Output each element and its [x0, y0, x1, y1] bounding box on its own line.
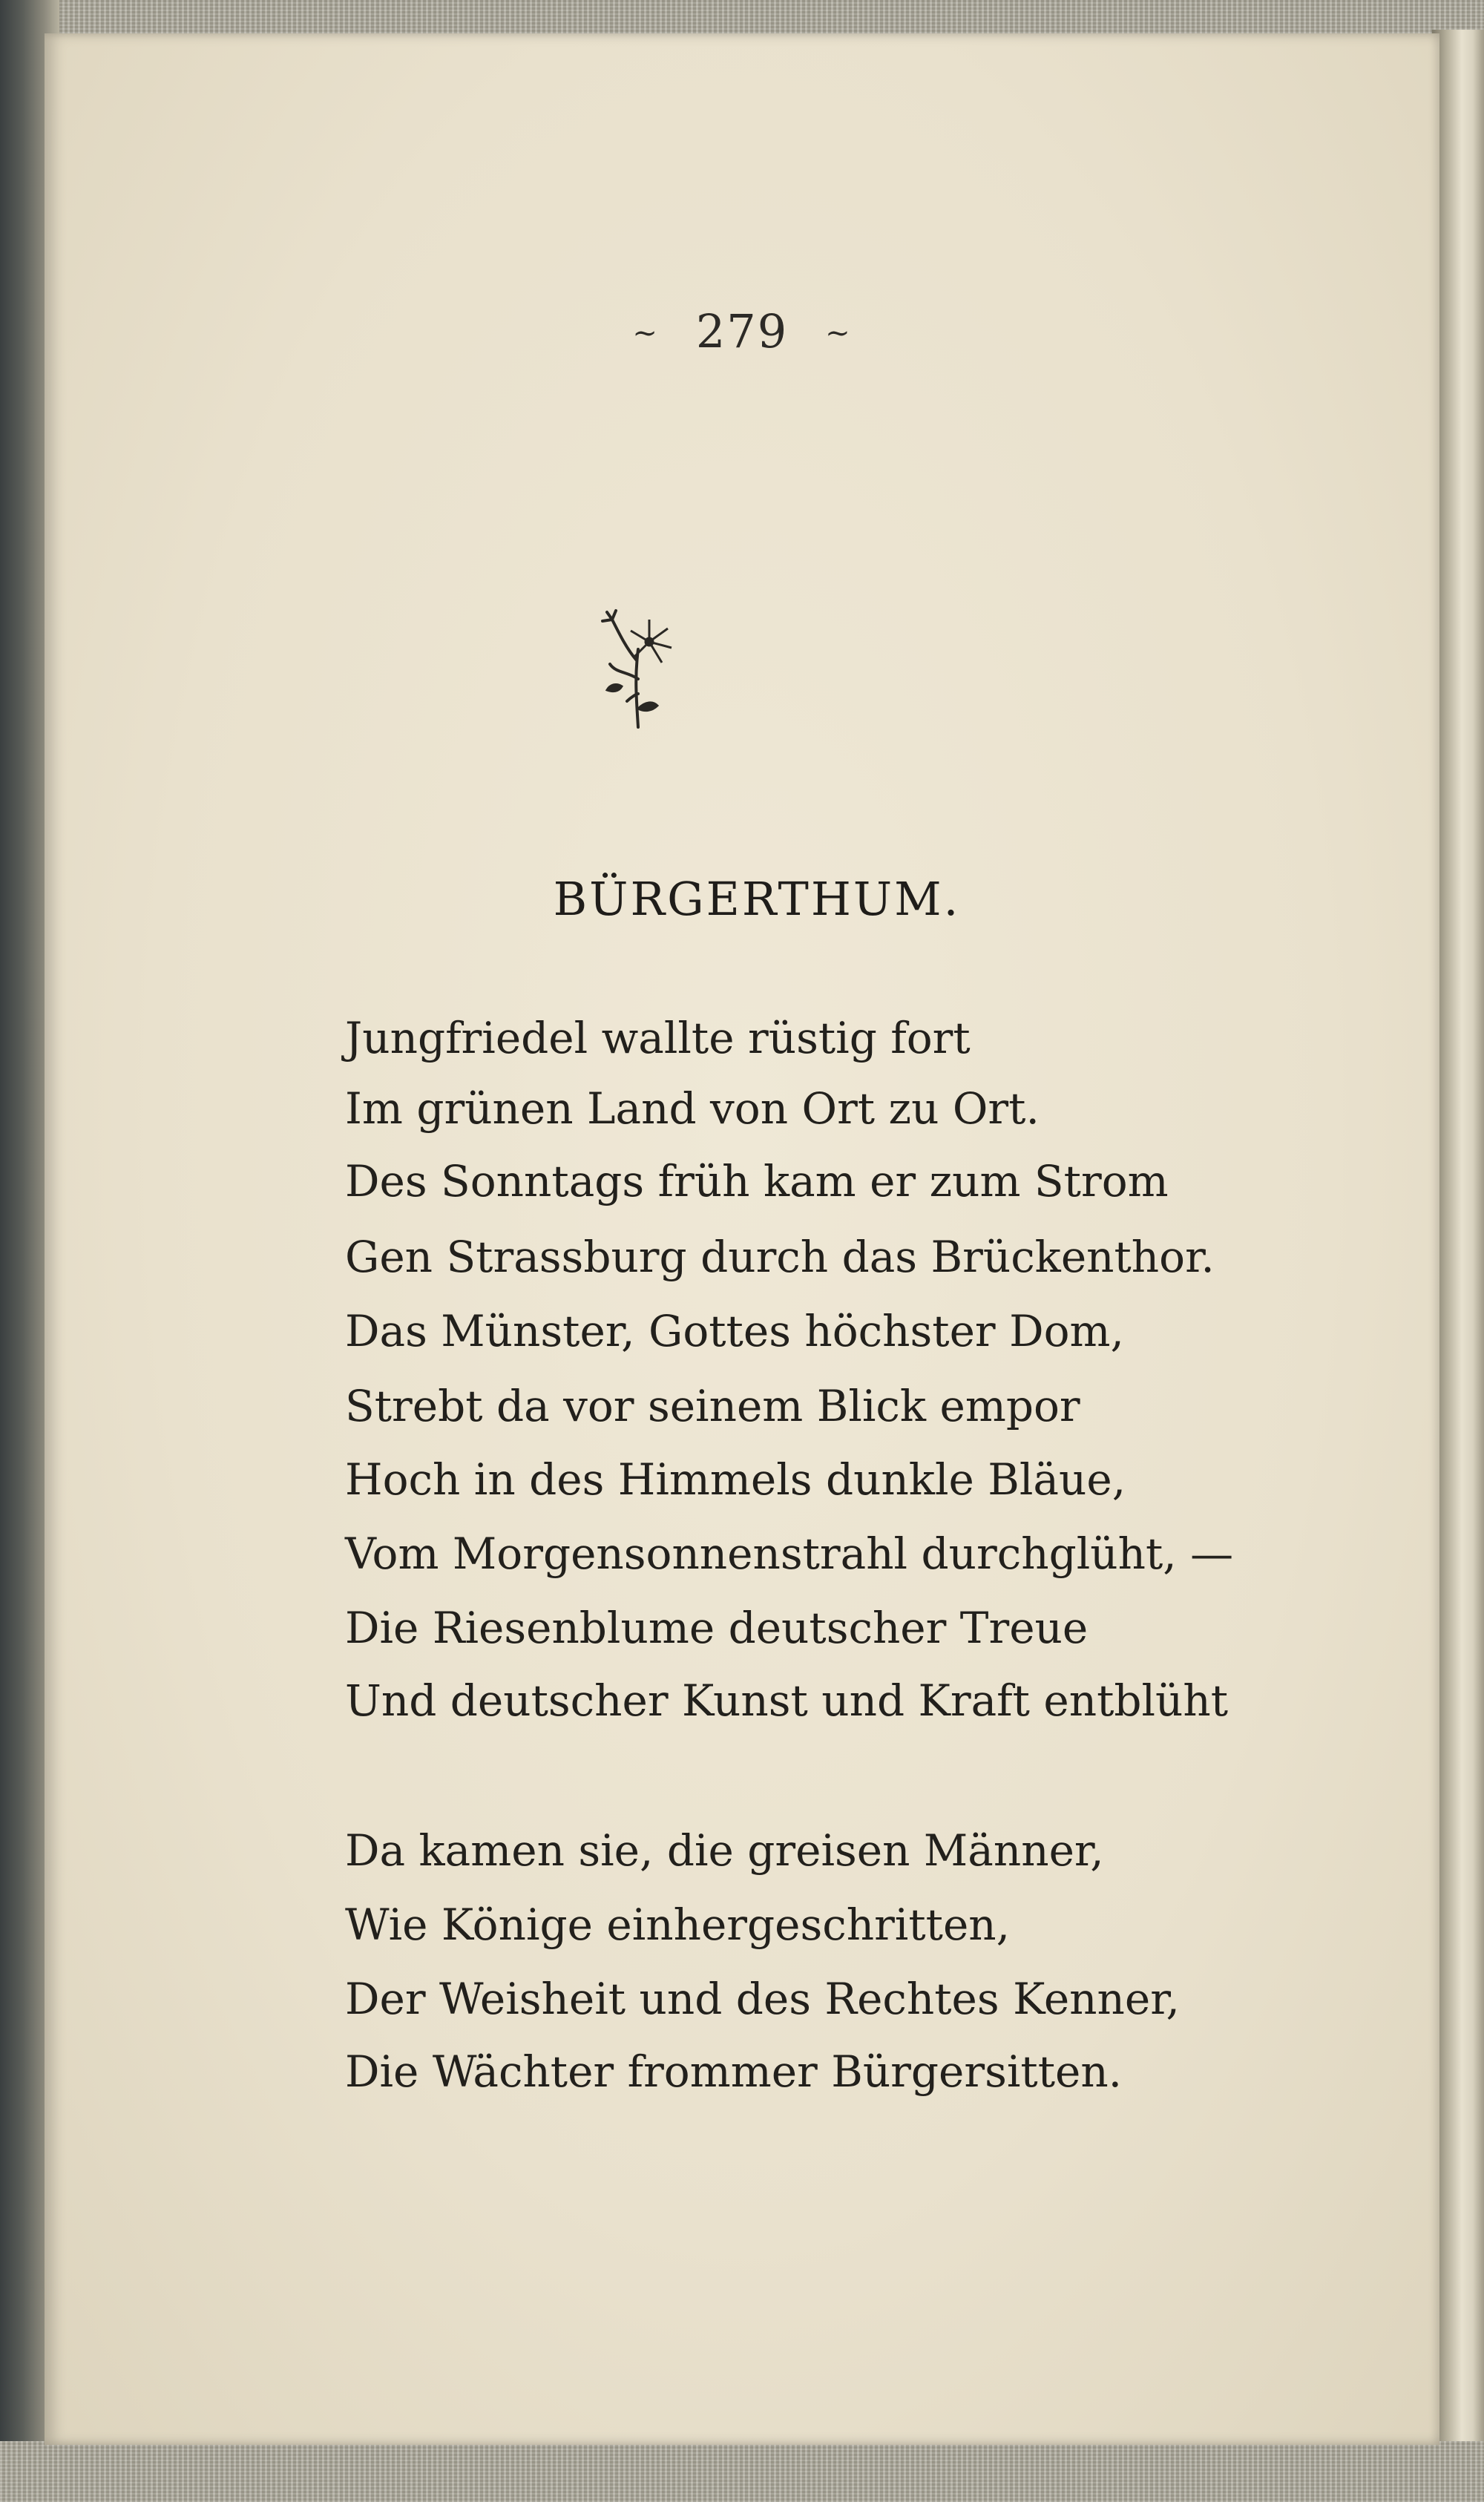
page-edges	[1432, 30, 1484, 2471]
poem-line: Hoch in des Himmels dunkle Bläue,	[345, 1454, 1126, 1505]
ornament-right-icon: ~	[825, 316, 852, 350]
poem-line: Der Weisheit und des Rechtes Kenner,	[345, 1974, 1180, 2024]
poem-line: Da kamen sie, die greisen Männer,	[345, 1825, 1104, 1876]
poem-line: Gen Strassburg durch das Brückenthor.	[345, 1232, 1215, 1282]
binding-bottom	[0, 2441, 1484, 2502]
page-header	[0, 304, 1484, 358]
poem-line: Strebt da vor seinem Blick empor	[345, 1381, 1080, 1431]
flower-vignette-icon	[594, 590, 683, 731]
poem-line: Vom Morgensonnenstrahl durchglüht, —	[345, 1529, 1234, 1579]
poem-line: Und deutscher Kunst und Kraft entblüht	[345, 1675, 1229, 1726]
ornament-left-icon: ~	[632, 316, 659, 350]
poem-line: Die Wächter frommer Bürgersitten.	[345, 2046, 1123, 2097]
poem-line: Das Münster, Gottes höchster Dom,	[345, 1306, 1124, 1356]
poem-line: Die Riesenblume deutscher Treue	[345, 1603, 1089, 1653]
poem-title: BÜRGERTHUM.	[553, 872, 961, 926]
poem-line: Jungfriedel wallte rüstig fort	[345, 1013, 971, 1063]
poem-line: Wie Könige einhergeschritten,	[345, 1900, 1011, 1950]
page-number: 279	[695, 304, 789, 358]
poem-line: Des Sonntags früh kam er zum Strom	[345, 1156, 1169, 1206]
poem-line: Im grünen Land von Ort zu Ort.	[345, 1083, 1040, 1134]
